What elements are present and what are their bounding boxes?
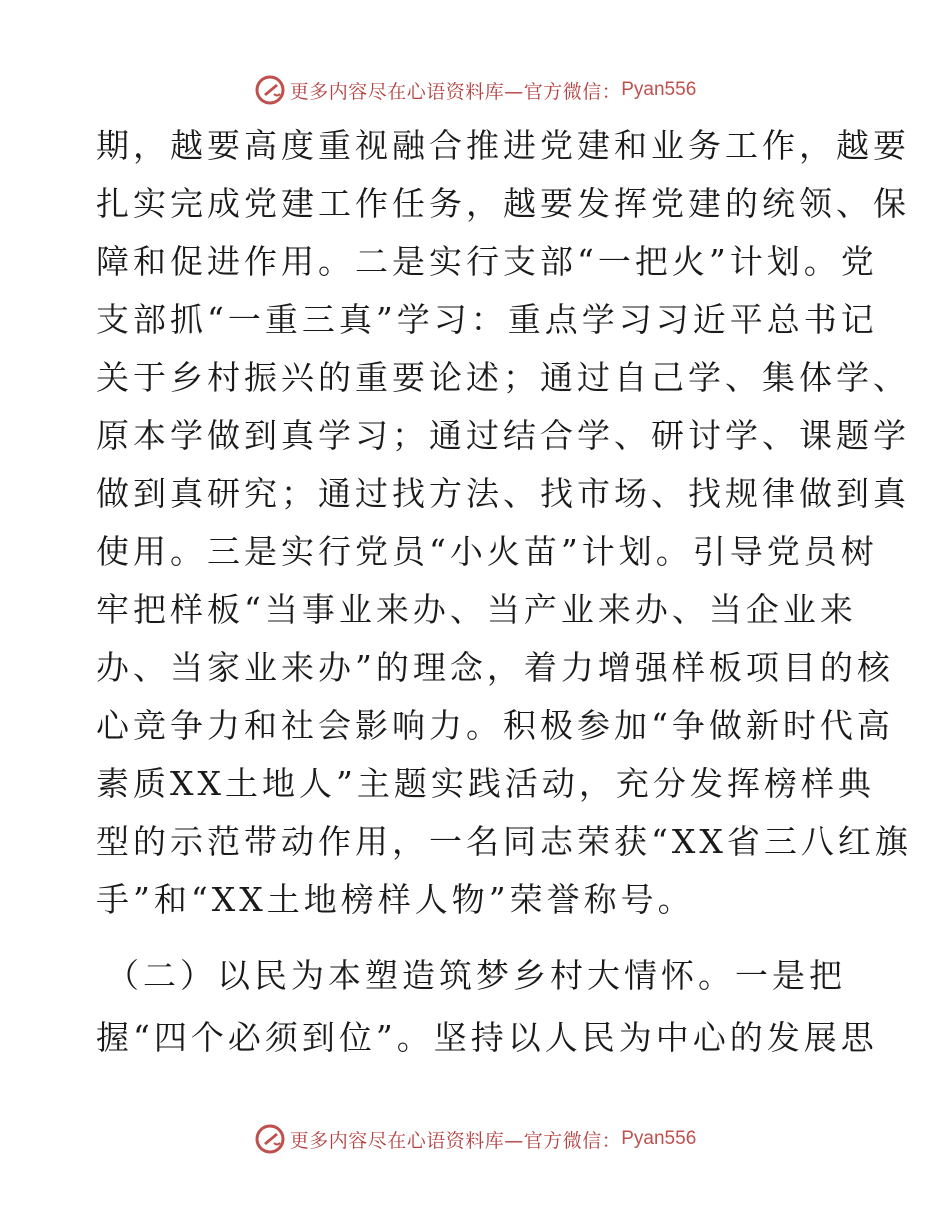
text-line: 扎实完成党建工作任务，越要发挥党建的统领、保 [96, 184, 910, 223]
text-line: 型的示范带动作用，一名同志荣获“XX省三八红旗 [96, 822, 912, 861]
text-line: 握“四个必须到位”。坚持以人民为中心的发展思 [96, 1018, 878, 1057]
watermark-id: Pyan556 [621, 1128, 697, 1149]
text-line: 办、当家业来办”的理念，着力增强样板项目的核 [96, 648, 894, 687]
text-line: 期，越要高度重视融合推进党建和业务工作，越要 [96, 126, 910, 165]
text-line: 支部抓“一重三真”学习：重点学习习近平总书记 [96, 300, 878, 339]
text-line: 障和促进作用。二是实行支部“一把火”计划。党 [96, 242, 878, 281]
text-line: 手”和“XX土地榜样人物”荣誉称号。 [96, 880, 695, 919]
text-line: 原本学做到真学习；通过结合学、研讨学、课题学 [96, 416, 910, 455]
text-line: 素质XX土地人”主题实践活动，充分发挥榜样典 [96, 764, 875, 803]
text-line: 使用。三是实行党员“小火苗”计划。引导党员树 [96, 532, 878, 571]
header-watermark [0, 73, 950, 107]
section-heading-line: （二）以民为本塑造筑梦乡村大情怀。一是把 [106, 956, 846, 995]
logo-icon [254, 1123, 286, 1155]
watermark-id: Pyan556 [621, 79, 697, 100]
footer-watermark [0, 1122, 950, 1156]
logo-icon [254, 74, 286, 106]
text-line: 心竞争力和社会影响力。积极参加“争做新时代高 [96, 706, 894, 745]
text-line: 关于乡村振兴的重要论述；通过自己学、集体学、 [96, 358, 910, 397]
text-line: 牢把样板“当事业来办、当产业来办、当企业来 [96, 590, 857, 629]
watermark-text: 更多内容尽在心语资料库—官方微信： [289, 80, 622, 103]
text-line: 做到真研究；通过找方法、找市场、找规律做到真 [96, 474, 910, 513]
watermark-text: 更多内容尽在心语资料库—官方微信： [289, 1129, 622, 1152]
